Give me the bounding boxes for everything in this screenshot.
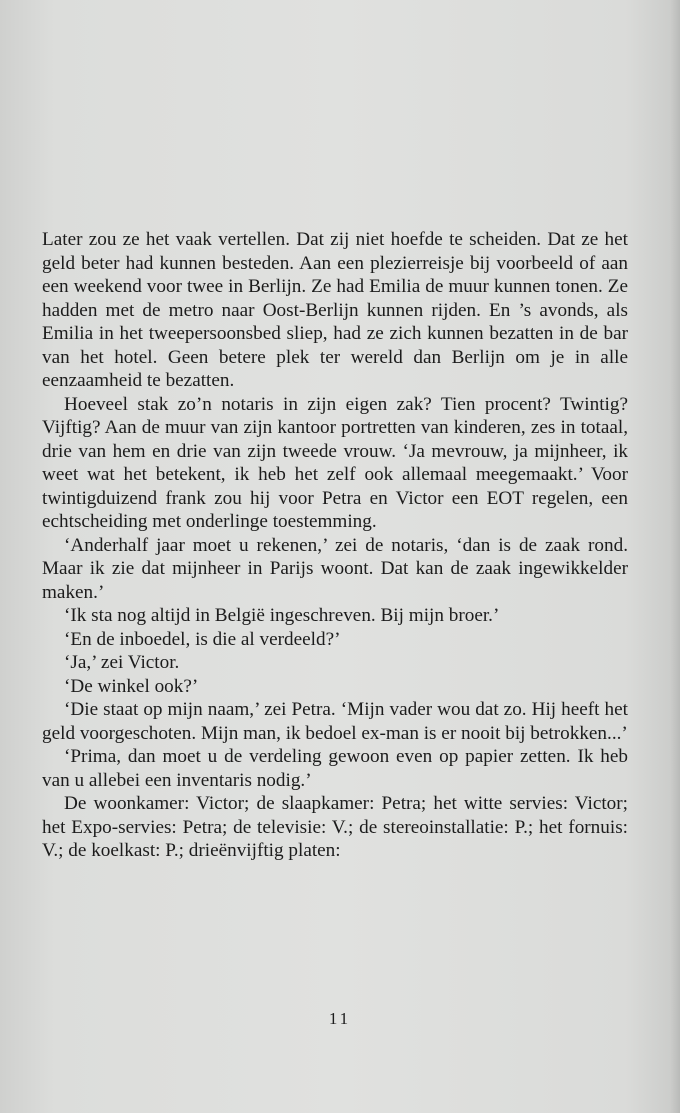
paragraph-5: ‘En de inboedel, is die al verdeeld?’ — [64, 628, 341, 650]
page-edge-shadow — [670, 0, 680, 1113]
paragraph-2: Hoeveel stak zo’n notaris in zijn eigen zak? Tien procent? Twintig? Vijftig? Aan de muur van zijn kantoor portretten van kinderen, zes in totaal, drie van hem en drie van zijn tweede vrouw. ‘Ja mevrouw, ja mijnheer, ik weet wat het betekent, ik heb het zelf ook allemaal meegemaakt.’ Voor twintigduizend frank zou hij voor Petra en Victor een EOT regelen, een echtscheiding met onderlinge toestemming. — [42, 393, 628, 532]
paragraph-10: De woonkamer: Victor; de slaapkamer: Petra; het witte servies: Victor; het Expo-servies: Petra; de televisie: V.; de stereoinstallatie: P.; het fornuis: V.; de koelkast: P.; drieënvijftig platen: — [42, 793, 628, 861]
paragraph-1: Later zou ze het vaak vertellen. Dat zij niet hoefde te scheiden. Dat ze het geld beter had kunnen besteden. Aan een plezierreisje bij voorbeeld of aan een weekend voor twee in Berlijn. Ze had Emilia de muur kunnen tonen. Ze hadden met de metro naar Oost-Berlijn kunnen rijden. En ’s avonds, als Emilia in het tweepersoonsbed sliep, had ze zich kunnen bezatten in de bar van het hotel. Geen betere plek ter wereld dan Berlijn om je in alle eenzaamheid te bezatten. — [42, 229, 628, 391]
paragraph-3: ‘Anderhalf jaar moet u rekenen,’ zei de notaris, ‘dan is de zaak rond. Maar ik zie dat mijnheer in Parijs woont. Dat kan de zaak ingewikkelder maken.’ — [42, 534, 628, 603]
page-number: 11 — [328, 1009, 352, 1028]
paragraph-8: ‘Die staat op mijn naam,’ zei Petra. ‘Mijn vader wou dat zo. Hij heeft het geld voorgeschoten. Mijn man, ik bedoel ex-man is er nooit bij betrokken...’ — [42, 699, 628, 744]
paragraph-6: ‘Ja,’ zei Victor. — [64, 652, 180, 673]
body-text — [42, 228, 628, 863]
paragraph-7: ‘De winkel ook?’ — [64, 675, 199, 697]
paragraph-4: ‘Ik sta nog altijd in België ingeschreven. Bij mijn broer.’ — [64, 605, 500, 626]
paragraph-9: ‘Prima, dan moet u de verdeling gewoon even op papier zetten. Ik heb van u allebei een inventaris nodig.’ — [42, 746, 628, 791]
